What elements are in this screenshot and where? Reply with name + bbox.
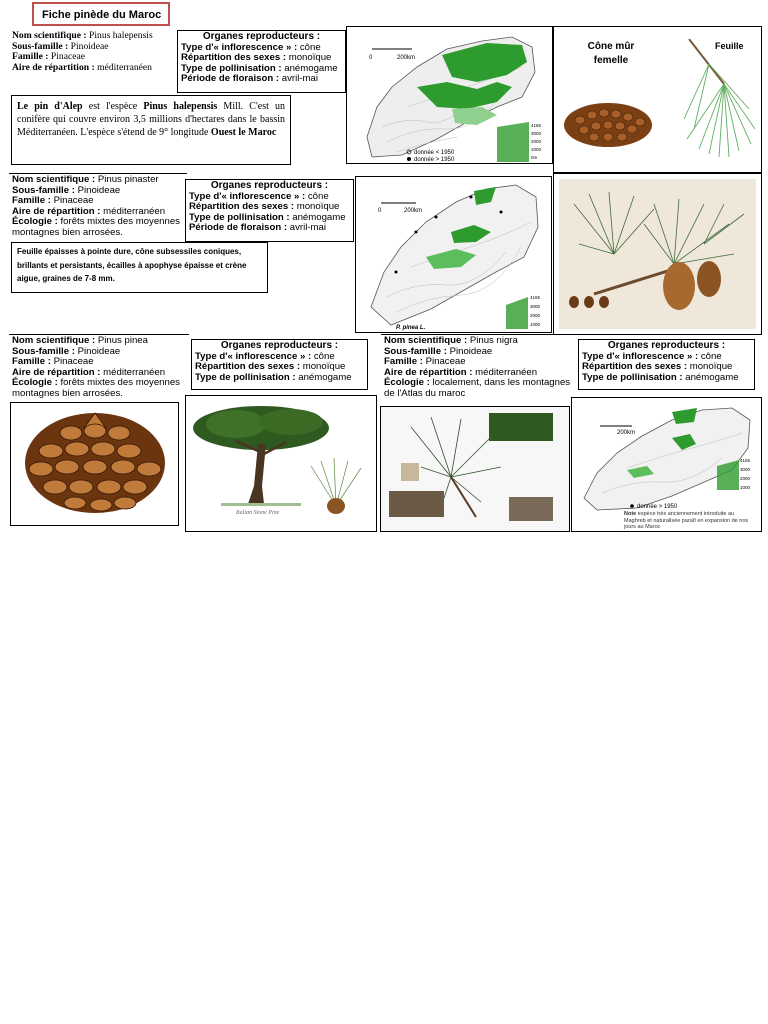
pinea-info xyxy=(9,334,189,402)
altitude-label: 1000 xyxy=(531,147,542,152)
altitude-label: 2000 xyxy=(531,139,542,144)
value: avril-mai xyxy=(289,222,327,234)
legend-before-1950: donnée < 1950 xyxy=(414,150,455,156)
scientific-name: Pinus nigra xyxy=(469,335,518,346)
pine-photos-image xyxy=(381,407,569,531)
map-scale: 200km xyxy=(397,55,416,61)
organs-heading: Organes reproducteurs : xyxy=(607,340,726,351)
altitude-label: 2000 xyxy=(740,476,751,481)
value: cône xyxy=(307,190,329,202)
label: Type d'« inflorescence » : xyxy=(582,350,699,362)
ecology: localement, dans les montagnes de l'Atlas du maroc xyxy=(384,377,571,399)
halepensis-organs xyxy=(177,30,346,93)
value: monoïque xyxy=(296,201,340,213)
label: Sous-famille : xyxy=(12,345,75,357)
label: Écologie : xyxy=(384,377,430,389)
label: Écologie : xyxy=(12,216,58,228)
label: Répartition des sexes : xyxy=(189,201,295,213)
label: Écologie : xyxy=(12,377,58,389)
pine-cone-image xyxy=(11,403,178,525)
organs-heading: Organes reproducteurs : xyxy=(202,31,321,42)
value: cône xyxy=(299,41,321,53)
value: monoïque xyxy=(689,361,733,373)
pine-branch-illustration xyxy=(554,174,761,334)
label: Nom scientifique : xyxy=(12,335,96,346)
family: Pinaceae xyxy=(53,356,94,368)
label: Aire de répartition : xyxy=(12,205,101,217)
pinaster-organs xyxy=(185,179,354,242)
tree-caption: Italian Stone Pine xyxy=(236,510,280,516)
pine-needle-image xyxy=(679,39,759,159)
halepensis-distribution-map xyxy=(346,26,553,164)
label: Nom scientifique : xyxy=(384,335,468,346)
altitude-label: 3000 xyxy=(740,467,751,472)
value: anémogame xyxy=(292,211,346,223)
leaf-caption: Feuille xyxy=(715,41,744,51)
value: anémogame xyxy=(298,371,352,383)
value: anémogame xyxy=(685,371,739,383)
label: Aire de répartition : xyxy=(12,61,95,73)
map-scale-zero: 0 xyxy=(378,208,382,214)
morocco-map-image xyxy=(356,177,551,332)
text: Le pin d'Alep xyxy=(17,101,83,112)
note-label: Note xyxy=(624,511,637,517)
stone-pine-tree-image xyxy=(186,396,376,531)
altitude-label: 3000 xyxy=(531,131,542,136)
altitude-label: 1000 xyxy=(530,322,541,327)
pinaster-description: Feuille épaisses à pointe dure, cône subsessiles coniques, brillants et persistants, écailles à apophyse épaisse et crène aigue, graines de 7-8 mm. xyxy=(11,242,268,293)
altitude-label: 3000 xyxy=(530,304,541,309)
subfamily: Pinoideae xyxy=(70,40,109,52)
label: Famille : xyxy=(384,356,423,368)
label: Aire de répartition : xyxy=(384,366,473,378)
family: Pinaceae xyxy=(50,51,85,63)
label: Sous-famille : xyxy=(12,184,75,196)
pine-cone-image xyxy=(560,95,660,155)
halepensis-info xyxy=(9,30,177,85)
text: Pinus halepensis xyxy=(143,101,218,112)
label: Type d'« inflorescence » : xyxy=(181,41,298,53)
scientific-name: Pinus pinaster xyxy=(97,174,159,185)
pinaster-illustration xyxy=(553,173,762,335)
label: Type de pollinisation : xyxy=(582,371,683,383)
value: cône xyxy=(313,350,335,362)
pinea-cone-panel xyxy=(10,402,179,526)
altitude-label: 4165 xyxy=(530,295,541,300)
scientific-name: Pinus pinea xyxy=(97,335,148,346)
altitude-label: 2000 xyxy=(530,313,541,318)
subfamily: Pinoideae xyxy=(77,184,121,196)
subfamily: Pinoideae xyxy=(77,345,121,357)
nigra-organs xyxy=(578,339,755,390)
map-scale-zero: 0 xyxy=(369,55,373,61)
label: Type de pollinisation : xyxy=(195,371,296,383)
halepensis-description xyxy=(11,95,291,165)
label: Type d'« inflorescence » : xyxy=(195,350,312,362)
range: méditerranéen xyxy=(103,366,166,378)
map-scale: 200km xyxy=(404,208,423,214)
organs-heading: Organes reproducteurs : xyxy=(210,180,329,191)
legend-after-1950: donnée > 1950 xyxy=(414,157,455,163)
note-text: espèce très anciennement introduite au Maghreb et naturalisée paraît en expansion de nos jours au Maroc xyxy=(624,511,749,530)
subfamily: Pinoideae xyxy=(449,345,493,357)
label: Répartition des sexes : xyxy=(582,361,688,373)
label: Période de floraison : xyxy=(189,222,288,234)
label: Famille : xyxy=(12,356,51,368)
map-legend: P. pinea L. xyxy=(396,325,426,331)
pinea-tree-panel xyxy=(185,395,377,532)
ecology: forêts mixtes des moyennes montagnes bien arrosées. xyxy=(12,377,180,399)
nigra-info xyxy=(381,334,577,408)
altitude-label: 4165 xyxy=(531,123,542,128)
range: méditerranéen xyxy=(475,366,538,378)
altitude-label: 0m xyxy=(531,155,538,160)
pinaster-distribution-map xyxy=(355,176,552,333)
label: Période de floraison : xyxy=(181,73,280,85)
range: méditerranéen xyxy=(103,205,166,217)
label: Type d'« inflorescence » : xyxy=(189,190,306,202)
family: Pinaceae xyxy=(425,356,466,368)
pinaster-info xyxy=(9,173,187,241)
nigra-distribution-map xyxy=(571,397,762,532)
value: monoïque xyxy=(302,361,346,373)
organs-heading: Organes reproducteurs : xyxy=(220,340,339,351)
family: Pinaceae xyxy=(53,195,94,207)
text: Ouest le Maroc xyxy=(210,127,277,138)
morocco-map-image xyxy=(347,27,552,163)
caption-line: Cône mûr xyxy=(587,41,635,52)
label: Répartition des sexes : xyxy=(195,361,301,373)
label: Famille : xyxy=(12,195,51,207)
label: Nom scientifique : xyxy=(12,30,87,41)
halepensis-cone-leaf-panel xyxy=(553,26,762,173)
ecology: forêts mixtes des moyennes montagnes bien arrosées. xyxy=(12,216,180,238)
legend-after-1950: donnée > 1950 xyxy=(637,504,678,510)
label: Répartition des sexes : xyxy=(181,52,287,64)
label: Sous-famille : xyxy=(384,345,447,357)
caption-line: femelle xyxy=(593,55,629,66)
value: anémogame xyxy=(284,62,338,74)
cone-caption xyxy=(586,41,636,66)
text: est l'espèce xyxy=(82,101,144,112)
value: avril-mai xyxy=(281,73,319,85)
label: Nom scientifique : xyxy=(12,174,96,185)
label: Type de pollinisation : xyxy=(181,62,282,74)
label: Type de pollinisation : xyxy=(189,211,290,223)
map-scale: 200km xyxy=(617,430,636,436)
range: méditerranéen xyxy=(97,61,152,73)
nigra-photo-collage xyxy=(380,406,570,532)
scientific-name: Pinus halepensis xyxy=(89,30,153,41)
text: Mill. C'est un conifère qui couvre environ 3,5 millions d'hectares dans le bassin Méditerranéen. L'espèce s'étend de 9° longitude xyxy=(17,101,285,138)
label: Famille : xyxy=(12,51,49,63)
map-note xyxy=(624,511,754,531)
altitude-label: 4165 xyxy=(740,458,751,463)
page-title: Fiche pinède du Maroc xyxy=(32,2,170,26)
label: Aire de répartition : xyxy=(12,366,101,378)
label: Sous-famille : xyxy=(12,40,69,52)
value: cône xyxy=(700,350,722,362)
pinea-organs xyxy=(191,339,368,390)
altitude-label: 1000 xyxy=(740,485,751,490)
value: monoïque xyxy=(288,52,332,64)
